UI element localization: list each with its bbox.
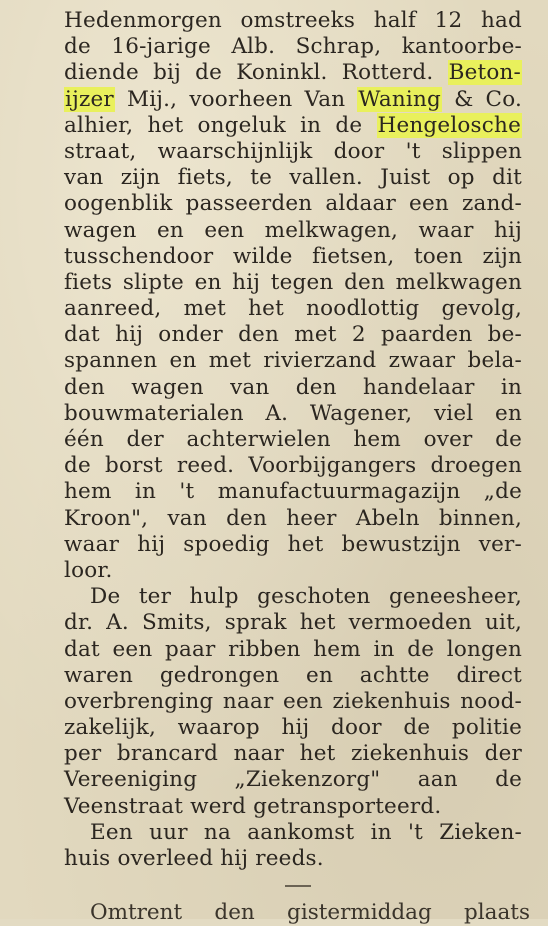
article-line <box>64 584 522 610</box>
article-line <box>64 558 522 584</box>
article-line <box>64 375 522 401</box>
line-text: dat een paar ribben hem in de longen <box>64 636 522 662</box>
article-line <box>64 191 522 217</box>
line-text: aanreed, met het noodlottig gevolg, <box>64 296 522 322</box>
article-line <box>64 348 522 374</box>
article-line <box>64 637 522 663</box>
line-text: dr. A. Smits, sprak het vermoeden uit, <box>64 610 522 636</box>
article-line <box>64 113 522 139</box>
article-line <box>64 270 522 296</box>
article-line <box>64 218 522 244</box>
article-line <box>64 741 522 767</box>
line-text: diende bij de Koninkl. Rotterd. <box>64 60 448 86</box>
article-line <box>64 139 522 165</box>
line-text: Hedenmorgen omstreeks half 12 had <box>64 8 522 33</box>
article-line <box>64 506 522 532</box>
line-text: den wagen van den handelaar in <box>64 374 522 400</box>
line-text: alhier, het ongeluk in de <box>64 112 377 138</box>
article-line <box>64 296 522 322</box>
highlighted-term: Hengelosche <box>377 112 521 138</box>
line-text: Een uur na aankomst in 't Zieken- <box>90 819 522 845</box>
article-line <box>64 165 522 191</box>
article-divider <box>285 885 311 887</box>
line-text: straat, waarschijnlijk door 't slippen <box>64 138 522 164</box>
article-line <box>64 820 522 846</box>
line-text: huis overleed hij reeds. <box>64 846 324 871</box>
line-text: & Co. <box>442 86 523 112</box>
article-line <box>64 60 522 86</box>
line-text: zakelijk, waarop hij door de politie <box>64 715 522 741</box>
news-article <box>64 8 522 872</box>
line-text: Mij., voorheen Van <box>114 86 358 112</box>
line-text: hem in 't manufactuurmagazijn „de <box>64 479 522 505</box>
line-text: van zijn fiets, te vallen. Juist op dit <box>64 165 522 191</box>
article-line <box>64 8 522 34</box>
line-text: de 16-jarige Alb. Schrap, kantoorbe- <box>64 34 522 60</box>
article-line <box>64 846 522 872</box>
line-text: waren gedrongen en achtte direct <box>64 662 522 688</box>
line-text: per brancard naar het ziekenhuis der <box>64 741 522 767</box>
highlighted-term: ijzer <box>65 86 114 112</box>
article-line <box>64 401 522 427</box>
line-text: Vereeniging „Ziekenzorg" aan de <box>64 767 522 793</box>
article-line <box>64 794 522 820</box>
line-text: loor. <box>64 557 113 583</box>
highlighted-term: Waning <box>358 86 441 112</box>
line-text: dat hij onder den met 2 paarden be- <box>64 322 522 348</box>
article-line <box>64 610 522 636</box>
line-text: Veenstraat werd getransporteerd. <box>64 793 442 819</box>
article-line <box>64 767 522 793</box>
line-text: één der achterwielen hem over de <box>64 427 522 452</box>
line-text: tusschendoor wilde fietsen, toen zijn <box>64 243 522 269</box>
article-line <box>64 453 522 479</box>
article-line <box>64 427 522 453</box>
article-line <box>64 322 522 348</box>
article-line <box>64 532 522 558</box>
line-text: De ter hulp geschoten geneesheer, <box>90 584 522 610</box>
line-text: spannen en met rivierzand zwaar bela- <box>64 348 522 374</box>
article-line <box>64 689 522 715</box>
line-text: Kroon", van den heer Abeln binnen, <box>64 505 522 531</box>
highlighted-term: Beton- <box>448 60 521 86</box>
article-line <box>64 34 522 60</box>
article-line <box>64 479 522 505</box>
line-text: bouwmaterialen A. Wagener, viel en <box>64 400 522 426</box>
line-text: waar hij spoedig het bewustzijn ver- <box>64 531 522 557</box>
line-text: overbrenging naar een ziekenhuis nood- <box>64 688 522 714</box>
article-line <box>64 663 522 689</box>
line-text: wagen en een melkwagen, waar hij <box>64 217 522 243</box>
article-line <box>64 87 522 113</box>
next-article-first-line: Omtrent den gistermiddag plaats <box>90 900 530 925</box>
article-line <box>64 715 522 741</box>
line-text: oogenblik passeerden aldaar een zand- <box>64 191 522 217</box>
line-text: de borst reed. Voorbijgangers droegen <box>64 453 522 479</box>
article-line <box>64 244 522 270</box>
line-text: fiets slipte en hij tegen den melkwagen <box>64 269 522 295</box>
